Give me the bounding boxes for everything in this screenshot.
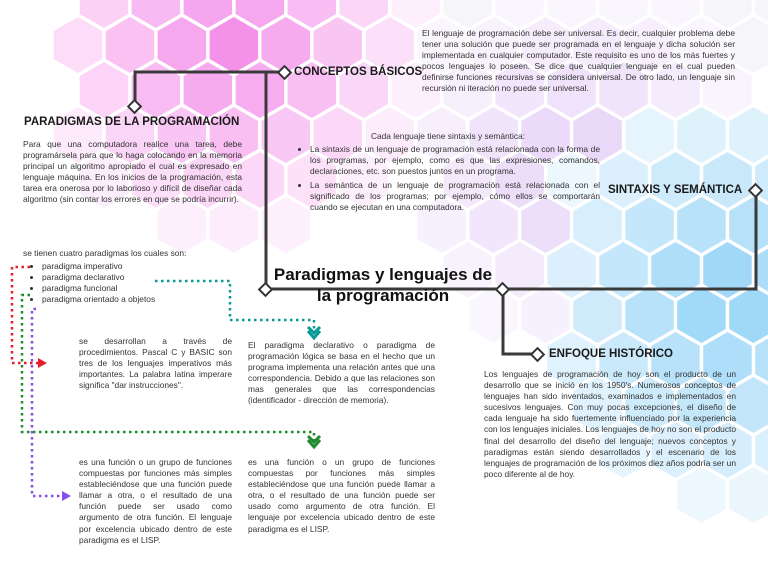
detail-funcional: es una función o un grupo de funciones compuestas por funciones más simples estableciéndose que una función puede llamar a otra, o el resultado de una función puede ser usado como argumento de otra función. El lenguaje por excelencia ubicado dentro de este paradigma es el LISP. <box>248 457 435 534</box>
paradigmas-intro: Para que una computadora realice una tarea, debe programársela para que lo haga colocando en la memoria principal un algoritmo apropiado el cual es expresado en lenguaje máquina. En los inicios de la programación, esta tarea era onerosa por lo laborioso y difícil de diseñar cada algoritmo (sin contar los errores en que se podría incurrir). <box>23 139 242 205</box>
detail-declarativo: El paradigma declarativo o paradigma de programación lógica se basa en el hecho que un programa implementa una relación antes que una correspondencia. Debido a que las relaciones son mas generales que las correspondencias (identificador - dirección de memoria). <box>248 340 435 406</box>
heading-conceptos: CONCEPTOS BÁSICOS <box>294 66 423 78</box>
detail-imperativo: se desarrollan a través de procedimientos. Pascal C y BASIC son tres de los lenguajes imperativos más importantes. La palabra latina imperare significa "dar instrucciones". <box>79 336 232 391</box>
list-item: • paradigma funcional <box>42 283 224 294</box>
heading-enfoque: ENFOQUE HISTÓRICO <box>549 348 673 360</box>
enfoque-text: Los lenguajes de programación de hoy son el producto de un desarrollo que se inició en los 1950's. Numerosos conceptos de lenguajes han sido inventados, examinados e implementados en sucesivos lenguajes. Con muy pocas excepciones, el diseño de cada lenguaje ha sido fuertemente influenciado por la experiencia con los lenguajes iniciales. Los lenguajes de hoy no son el producto final del desarrollo del diseño del lenguaje; nuevos conceptos y paradigmas están siendo desarrollados y el escenario de los lenguajes de programación de los próximos diez años podría ser un poco diferente al de hoy. <box>484 369 736 479</box>
node-paradigmas <box>128 100 141 113</box>
dotted-objetos <box>32 309 62 496</box>
arrow-imperativo <box>38 358 47 368</box>
list-item: • paradigma imperativo <box>42 261 224 272</box>
heading-sintaxis: SINTAXIS Y SEMÁNTICA <box>608 184 743 196</box>
heading-paradigmas: PARADIGMAS DE LA PROGRAMACIÓN <box>24 116 240 128</box>
list-item: • paradigma declarativo <box>42 272 224 283</box>
node-title-right <box>496 283 509 296</box>
list-item: • La semántica de un lenguaje de programación está relacionada con el significado de los programas; por ejemplo, cómo ellos se comportarán cuando se ejecutan en una computadora. <box>310 180 600 213</box>
node-sintaxis <box>749 184 762 197</box>
list-item: • paradigma orientado a objetos <box>42 294 224 305</box>
node-conceptos <box>278 66 291 79</box>
main-title: Paradigmas y lenguajes de la programación <box>273 265 493 305</box>
sintaxis-intro: Cada lenguaje tiene sintaxis y semántica: <box>370 131 526 141</box>
sintaxis-bullets <box>292 144 600 214</box>
paradigmas-list-intro: se tienen cuatro paradigmas los cuales son: <box>23 248 187 258</box>
node-enfoque <box>531 348 544 361</box>
arrow-objetos <box>62 491 71 501</box>
paradigmas-list <box>24 261 224 305</box>
connector-enfoque <box>503 289 533 354</box>
conceptos-text: El lenguaje de programación debe ser universal. Es decir, cualquier problema debe tener una solución que puede ser programada en el lenguaje y dicha solución ser implementada en cualquier computador. Este requisito es uno de los más fuertes y pocos lenguajes lo poseen. Se dice que cualquier lenguaje en el cual pueden definirse funciones recursivas se considera universal. De otro lado, un lenguaje sin recursión ni iteración no puede ser universal. <box>422 28 735 94</box>
detail-objetos: es una función o un grupo de funciones compuestas por funciones más simples estableciéndose que una función puede llamar a otra, o el resultado de una función puede ser usado como argumento de otra función. El lenguaje por excelencia ubicado dentro de este paradigma es el LISP. <box>79 457 232 545</box>
list-item: • La sintaxis de un lenguaje de programación está relacionada con la forma de los programas, por ejemplo, como es que las expresiones, comandos, declaraciones, etc. son puestos juntos en un programa. <box>310 144 600 177</box>
